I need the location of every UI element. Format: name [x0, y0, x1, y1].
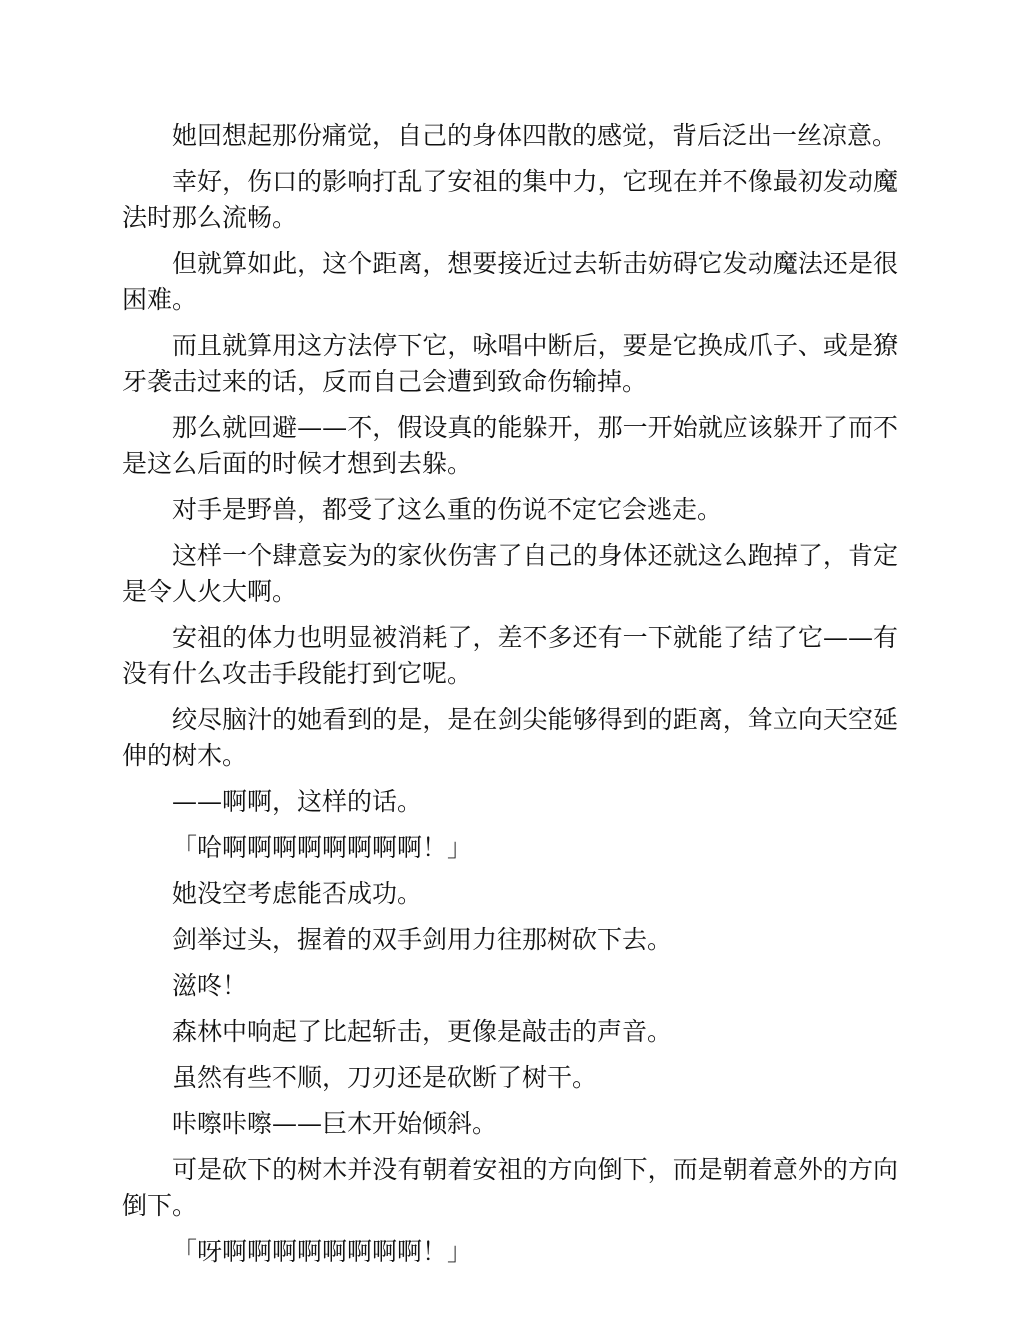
paragraph: 她回想起那份痛觉，自己的身体四散的感觉，背后泛出一丝凉意。: [172, 121, 898, 150]
paragraph: 幸好，伤口的影响打乱了安祖的集中力，它现在并不像最初发动魔法时那么流畅。: [122, 167, 898, 232]
paragraph: 滋咚！: [172, 971, 248, 1000]
paragraph: 但就算如此，这个距离，想要接近过去斩击妨碍它发动魔法还是很困难。: [122, 249, 898, 314]
paragraph: ——啊啊，这样的话。: [172, 787, 423, 816]
paragraph: 那么就回避——不，假设真的能躲开，那一开始就应该躲开了而不是这么后面的时候才想到去躲。: [122, 413, 898, 478]
document-body: [122, 118, 898, 1280]
paragraph: 而且就算用这方法停下它，咏唱中断后，要是它换成爪子、或是獠牙袭击过来的话，反而自己会遭到致命伤输掉。: [122, 331, 898, 396]
paragraph: 这样一个肆意妄为的家伙伤害了自己的身体还就这么跑掉了，肯定是令人火大啊。: [122, 541, 898, 606]
paragraph: 安祖的体力也明显被消耗了，差不多还有一下就能了结了它——有没有什么攻击手段能打到它呢。: [122, 623, 898, 688]
paragraph: 森林中响起了比起斩击，更像是敲击的声音。: [172, 1017, 673, 1046]
paragraph: 她没空考虑能否成功。: [172, 879, 423, 908]
paragraph: 咔嚓咔嚓——巨木开始倾斜。: [172, 1109, 498, 1138]
paragraph: 剑举过头，握着的双手剑用力往那树砍下去。: [172, 925, 673, 954]
paragraph: 虽然有些不顺，刀刃还是砍断了树干。: [172, 1063, 598, 1092]
paragraph: 绞尽脑汁的她看到的是，是在剑尖能够得到的距离，耸立向天空延伸的树木。: [122, 705, 898, 770]
paragraph: 可是砍下的树木并没有朝着安祖的方向倒下，而是朝着意外的方向倒下。: [122, 1155, 898, 1220]
paragraph: 「呀啊啊啊啊啊啊啊啊！」: [172, 1237, 473, 1266]
paragraph: 「哈啊啊啊啊啊啊啊啊！」: [172, 833, 473, 862]
paragraph: 对手是野兽，都受了这么重的伤说不定它会逃走。: [172, 495, 723, 524]
